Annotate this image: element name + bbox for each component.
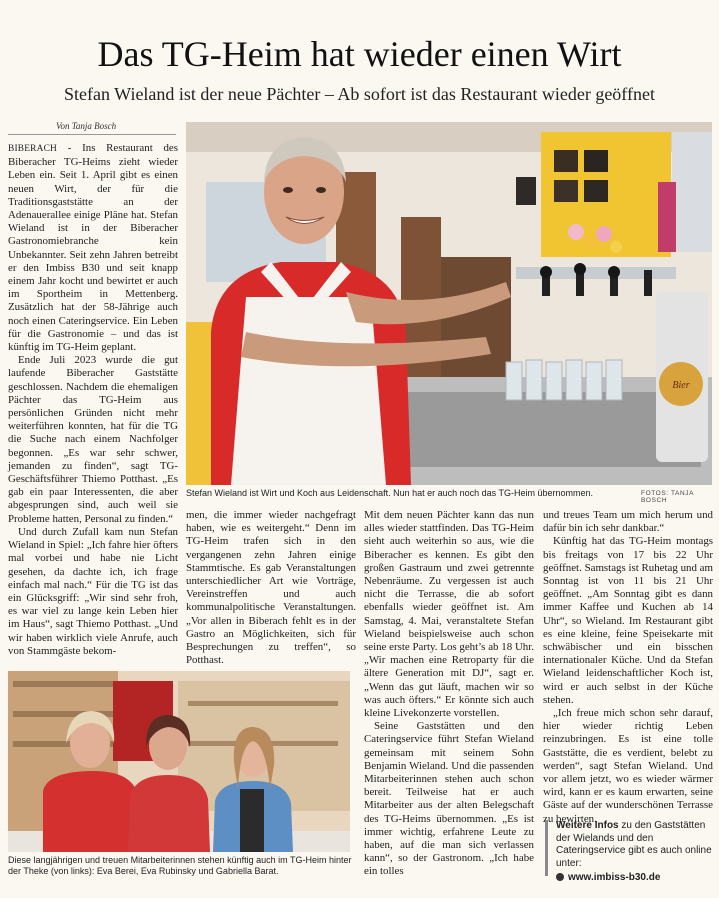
main-photo-illustration [186,122,712,485]
col3-paragraph-1: Mit dem neuen Pächter kann das nun alles wieder stattfinden. Das TG-Heim sieht auch weiterhin so aus, wie die Biberacher es kennen. Es gibt den großen Gastraum und zwei getrennte Nebenräume. Zu vergessen ist auch nicht die Terrasse, die ab sofort ebenfalls wieder geöffnet ist. Am Samstag, 4. Mai, veranstaltete Stefan Wieland beispielsweise auch schon seine erste Party. Los geht’s ab 18 Uhr. „Wir machen eine Retroparty für die ältere Generation mit DJ“, sagt er. „Wenn das gut läuft, machen wir so was auch öfters.“ Er könnte sich auch kleine Livekonzerte vorstellen. [364,509,534,720]
byline: Von Tanja Bosch [56,121,117,131]
main-photo-caption: Stefan Wieland ist Wirt und Koch aus Leidenschaft. Nun hat er auch noch das TG-Heim übernommen. [186,488,594,498]
col1-paragraph-2: Ende Juli 2023 wurde die gut laufende Biberacher Gaststätte geschlossen. Nachdem die ehemaligen Pächter das TG-Heim aus persönlichen Gründen nicht mehr weiterführen konnten, hat für die TG die Suche nach einem Nachfolger begonnen. „Es war sehr schwer, jemanden zu finden“, sagt TG-Geschäftsführer Thiemo Potthast. „Es gab ein paar Interessenten, die aber abgesprungen sind, auch weil sie Probleme hatten, Personal zu finden.“ [8,354,178,525]
col3-paragraph-2: Seine Gaststätten und den Cateringservice führt Stefan Wieland gemeinsam mit seinem Sohn Benjamin Wieland. Und die passenden Mitarbeiterinnen stehen auch schon bereit. Teilweise hat er auch Mitarbeiter aus der alten Belegschaft des TG-Heims übernommen. „Es ist immer wichtig, erfahrene Leute zu haben, auf die man sich verlassen kann“, so der Gastronom. „Ich habe ein tolles [364,720,534,878]
staff-photo-caption: Diese langjährigen und treuen Mitarbeiterinnen stehen künftig auch im TG-Heim hinter der Theke (von links): Eva Berei, Eva Rubinsky und Gabriella Barat. [8,855,352,876]
info-box-text: zu den Gaststätten der Wielands und den Cateringservice gibt es auch online unter: [556,820,712,869]
subheadline: Stefan Wieland ist der neue Pächter – Ab sofort ist das Restaurant wieder geöffnet [64,84,655,104]
staff-photo-illustration [8,671,350,852]
staff-photo [8,671,350,852]
col1-paragraph-3: Und durch Zufall kam nun Stefan Wieland in Spiel: „Ich fahre hier öfters mal vorbei und habe nie Licht gesehen, da dachte ich, ich frage einfach mal nach.“ Für die TG ist das ein Glücksgriff: „Wir sind sehr froh, es war viel zu lange kein Leben hier im Haus“, sagt Thiemo Potthast. „Und wir haben wirklich viele Anrufe, auch von Stammgäste bekom- [8,525,178,657]
info-box-label: Weitere Infos [556,820,619,831]
col1-paragraph-1: - Ins Restaurant des Biberacher TG-Heims zieht wieder Leben ein. Seit 1. April gibt es einen neuen Wirt, der für die Traditionsgaststätte an der Adenauerallee einige Pläne hat. Stefan Wieland ist in der Biberacher Gastronomiebranche kein Unbekannter. Seit zehn Jahren betreibt er den Imbiss B30 und seit knapp einem Jahr kocht und bewirtet er auch im Sportheim in Mettenberg. Zusätzlich hat der 58-Jährige auch noch einen Cateringservice. Ein Leben für die Gastronomie – und das ist künftig im TG-Heim geplant. [8,142,178,354]
dateline: BIBERACH [8,144,58,154]
article-column-2 [186,509,356,668]
info-box [545,820,712,883]
info-box-url[interactable]: www.imbiss-b30.de [568,872,661,883]
article-column-1 [8,142,178,674]
headline: Das TG-Heim hat wieder einen Wirt [97,34,622,74]
article-column-3 [364,509,534,883]
main-photo-credit: FOTOS: TANJA BOSCH [641,490,694,504]
tap-badge-text: Bier [672,380,690,391]
col4-paragraph-3: „Ich freue mich schon sehr darauf, hier wieder richtig Leben reinzubringen. Es ist eine tolle Gaststätte, die es verdient, belebt zu werden“, sagt Stefan Wieland. Und vor allem jetzt, wo es wieder wärmer wird, kann er es kaum erwarten, seine Gäste auf der wunderschönen Terrasse zu bewirten. [543,707,713,825]
main-photo [186,122,712,485]
col4-paragraph-1: und treues Team um mich herum und dafür bin ich sehr dankbar.“ [543,509,713,535]
globe-icon [556,873,564,881]
byline-rule [8,134,176,135]
col4-paragraph-2: Künftig hat das TG-Heim montags bis freitags von 17 bis 22 Uhr geöffnet. Samstags ist Ruhetag und am Sonntag ist von 11 bis 21 Uhr geöffnet. „Am Sonntag gibt es dann immer Kaffee und Kuchen ab 14 Uhr“, so Wieland. Im Restaurant gibt es eine kleine, feine Speisekarte mit schwäbischer und ein bisschen internationaler Küche. Und da Stefan Wieland leidenschaftlicher Koch ist, wird er auch selbst in der Küche stehen. [543,535,713,706]
col2-paragraph-1: men, die immer wieder nachgefragt haben, wie es weitergeht.“ Denn im TG-Heim trafen sich in den vergangenen zehn Jahren einige Stammtische. Es gab Veranstaltungen unterschiedlicher Art wie Vorträge, Vereinstreffen und auch kommunalpolitische Veranstaltungen. „Vor allen in Biberach fehlt es in der Gastro an Möglichkeiten, sich für Besprechungen zu treffen“, so Potthast. [186,509,356,667]
article-column-4 [543,509,713,825]
